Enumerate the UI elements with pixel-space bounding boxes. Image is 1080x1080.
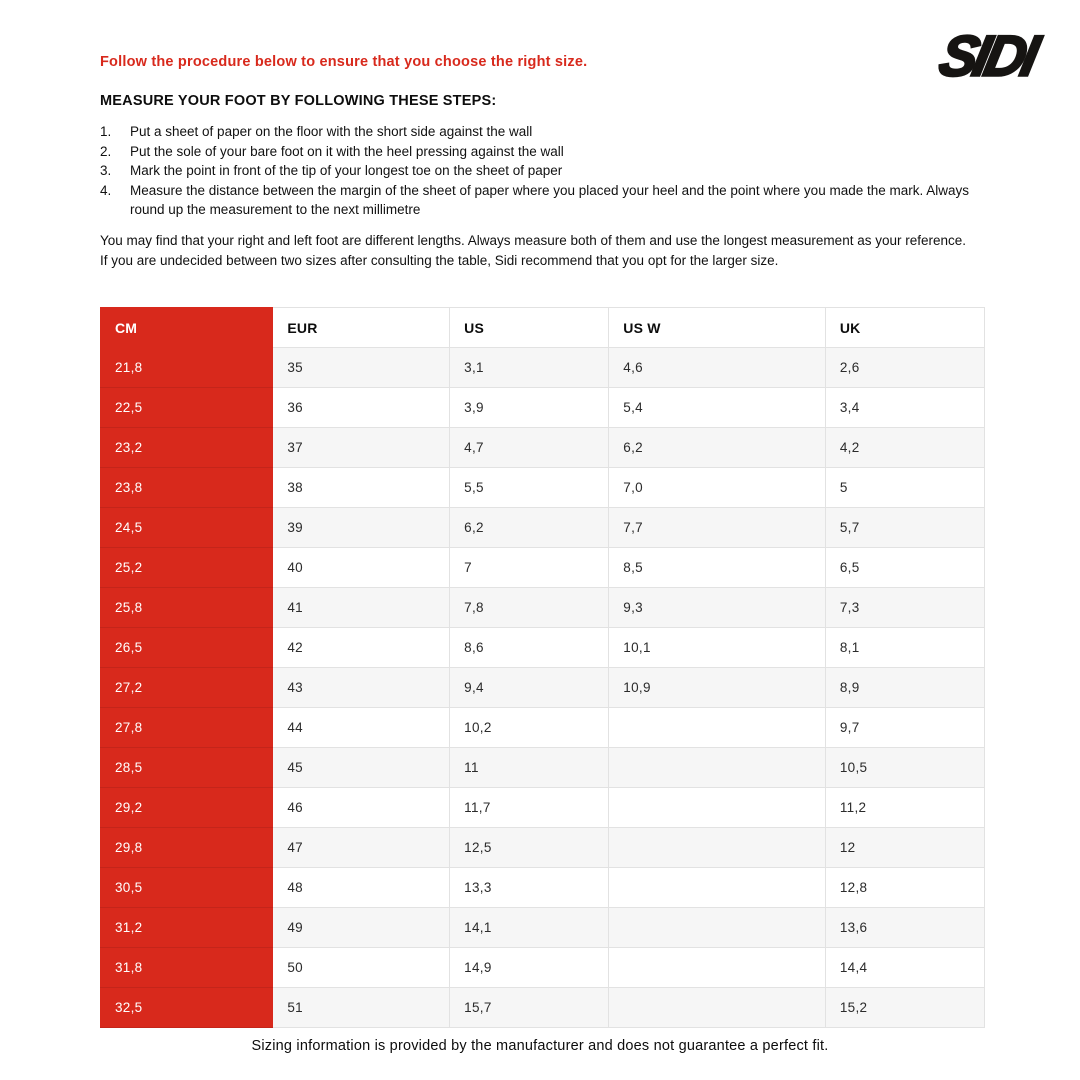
column-header-usw: US W: [609, 308, 826, 348]
size-table-header: [101, 308, 985, 348]
size-cell: 10,1: [609, 628, 826, 668]
size-cell: 7,3: [825, 588, 984, 628]
size-cell: 9,4: [450, 668, 609, 708]
table-row: [101, 828, 985, 868]
size-cell: 36: [273, 388, 450, 428]
table-row: [101, 628, 985, 668]
note-text: If you are undecided between two sizes after consulting the table, Sidi recommend that you opt for the larger size.: [100, 253, 779, 268]
step-number: 2.: [100, 143, 112, 159]
column-header-eur: EUR: [273, 308, 450, 348]
size-cell: 41: [273, 588, 450, 628]
size-cell: 4,7: [450, 428, 609, 468]
step-number: 3.: [100, 163, 112, 178]
measure-steps-list: [100, 122, 980, 220]
step-text: Measure the distance between the margin of the sheet of paper where you placed your heel and the point where you made the mark. Always round up the measurement to the next millimetre: [130, 182, 970, 217]
cm-size-cell: 23,8: [101, 468, 273, 508]
size-cell: 37: [273, 428, 450, 468]
table-row: [101, 508, 985, 548]
measure-steps-heading: MEASURE YOUR FOOT BY FOLLOWING THESE STEPS:: [100, 93, 497, 109]
size-table-body: [101, 348, 985, 1028]
list-item: [100, 161, 980, 181]
size-cell: 48: [273, 868, 450, 908]
size-cell: [609, 908, 826, 948]
note-text: You may find that your right and left foot are different lengths. Always measure both of them and use the longest measurement as your reference.: [100, 233, 967, 248]
cm-size-cell: 21,8: [101, 348, 273, 388]
size-cell: 50: [273, 948, 450, 988]
step-text: Put the sole of your bare foot on it with the heel pressing against the wall: [130, 143, 564, 159]
size-cell: 4,6: [609, 348, 826, 388]
table-row: [101, 588, 985, 628]
size-cell: 10,9: [609, 668, 826, 708]
size-cell: 8,5: [609, 548, 826, 588]
size-cell: 8,9: [825, 668, 984, 708]
step-text: Put a sheet of paper on the floor with the short side against the wall: [130, 124, 533, 139]
size-cell: 46: [273, 788, 450, 828]
cm-size-cell: 32,5: [101, 988, 273, 1028]
size-cell: 6,2: [450, 508, 609, 548]
size-cell: 7: [450, 548, 609, 588]
cm-size-cell: 28,5: [101, 748, 273, 788]
size-cell: 5,4: [609, 388, 826, 428]
table-row: [101, 468, 985, 508]
table-row: [101, 428, 985, 468]
intro-instruction-text: Follow the procedure below to ensure that you choose the right size.: [100, 54, 588, 70]
measurement-notes: [100, 231, 985, 271]
size-cell: 12,5: [450, 828, 609, 868]
size-cell: 7,7: [609, 508, 826, 548]
size-cell: 7,0: [609, 468, 826, 508]
table-row: [101, 948, 985, 988]
cm-size-cell: 26,5: [101, 628, 273, 668]
cm-size-cell: 23,2: [101, 428, 273, 468]
cm-size-cell: 29,8: [101, 828, 273, 868]
size-cell: 12,8: [825, 868, 984, 908]
column-header-uk: UK: [825, 308, 984, 348]
size-cell: 7,8: [450, 588, 609, 628]
cm-size-cell: 27,2: [101, 668, 273, 708]
size-cell: [609, 828, 826, 868]
size-cell: 2,6: [825, 348, 984, 388]
column-header-us: US: [450, 308, 609, 348]
size-cell: 51: [273, 988, 450, 1028]
size-cell: 10,2: [450, 708, 609, 748]
size-cell: [609, 868, 826, 908]
list-item: [100, 122, 980, 142]
size-cell: 14,1: [450, 908, 609, 948]
cm-size-cell: 27,8: [101, 708, 273, 748]
table-row: [101, 668, 985, 708]
size-cell: 5,7: [825, 508, 984, 548]
size-cell: 45: [273, 748, 450, 788]
size-cell: 5,5: [450, 468, 609, 508]
cm-size-cell: 31,8: [101, 948, 273, 988]
size-cell: 6,5: [825, 548, 984, 588]
cm-size-cell: 31,2: [101, 908, 273, 948]
size-cell: 14,4: [825, 948, 984, 988]
table-row: [101, 748, 985, 788]
size-cell: [609, 788, 826, 828]
size-cell: 3,1: [450, 348, 609, 388]
table-row: [101, 788, 985, 828]
size-cell: 11,7: [450, 788, 609, 828]
cm-size-cell: 25,8: [101, 588, 273, 628]
size-cell: 43: [273, 668, 450, 708]
size-cell: 47: [273, 828, 450, 868]
disclaimer-text: Sizing information is provided by the manufacturer and does not guarantee a perfect fit.: [251, 1038, 829, 1054]
list-item: [100, 181, 980, 220]
step-number: 1.: [100, 124, 112, 139]
table-row: [101, 548, 985, 588]
size-cell: 12: [825, 828, 984, 868]
size-cell: 5: [825, 468, 984, 508]
size-cell: 8,1: [825, 628, 984, 668]
size-cell: 49: [273, 908, 450, 948]
table-row: [101, 908, 985, 948]
table-row: [101, 348, 985, 388]
size-cell: 3,9: [450, 388, 609, 428]
table-row: [101, 388, 985, 428]
cm-size-cell: 22,5: [101, 388, 273, 428]
size-cell: 11,2: [825, 788, 984, 828]
cm-size-cell: 25,2: [101, 548, 273, 588]
size-cell: 13,3: [450, 868, 609, 908]
size-cell: 10,5: [825, 748, 984, 788]
size-cell: 13,6: [825, 908, 984, 948]
step-text: Mark the point in front of the tip of your longest toe on the sheet of paper: [130, 163, 563, 178]
size-cell: 15,7: [450, 988, 609, 1028]
size-cell: 44: [273, 708, 450, 748]
cm-size-cell: 24,5: [101, 508, 273, 548]
table-row: [101, 988, 985, 1028]
cm-size-cell: 30,5: [101, 868, 273, 908]
size-cell: 9,3: [609, 588, 826, 628]
size-cell: 42: [273, 628, 450, 668]
size-conversion-table: [100, 307, 985, 1028]
list-item: [100, 142, 980, 162]
size-cell: 14,9: [450, 948, 609, 988]
size-cell: 15,2: [825, 988, 984, 1028]
size-cell: 6,2: [609, 428, 826, 468]
size-cell: 40: [273, 548, 450, 588]
size-cell: 11: [450, 748, 609, 788]
column-header-cm: CM: [101, 308, 273, 348]
size-cell: 4,2: [825, 428, 984, 468]
header-row: [101, 308, 985, 348]
sidi-logo: SIDI: [934, 23, 1041, 88]
table-row: [101, 708, 985, 748]
size-cell: 39: [273, 508, 450, 548]
size-cell: 8,6: [450, 628, 609, 668]
size-cell: 38: [273, 468, 450, 508]
size-cell: [609, 948, 826, 988]
size-cell: [609, 988, 826, 1028]
size-cell: [609, 708, 826, 748]
step-number: 4.: [100, 182, 112, 198]
table-row: [101, 868, 985, 908]
size-cell: 35: [273, 348, 450, 388]
cm-size-cell: 29,2: [101, 788, 273, 828]
size-cell: [609, 748, 826, 788]
size-cell: 3,4: [825, 388, 984, 428]
size-cell: 9,7: [825, 708, 984, 748]
